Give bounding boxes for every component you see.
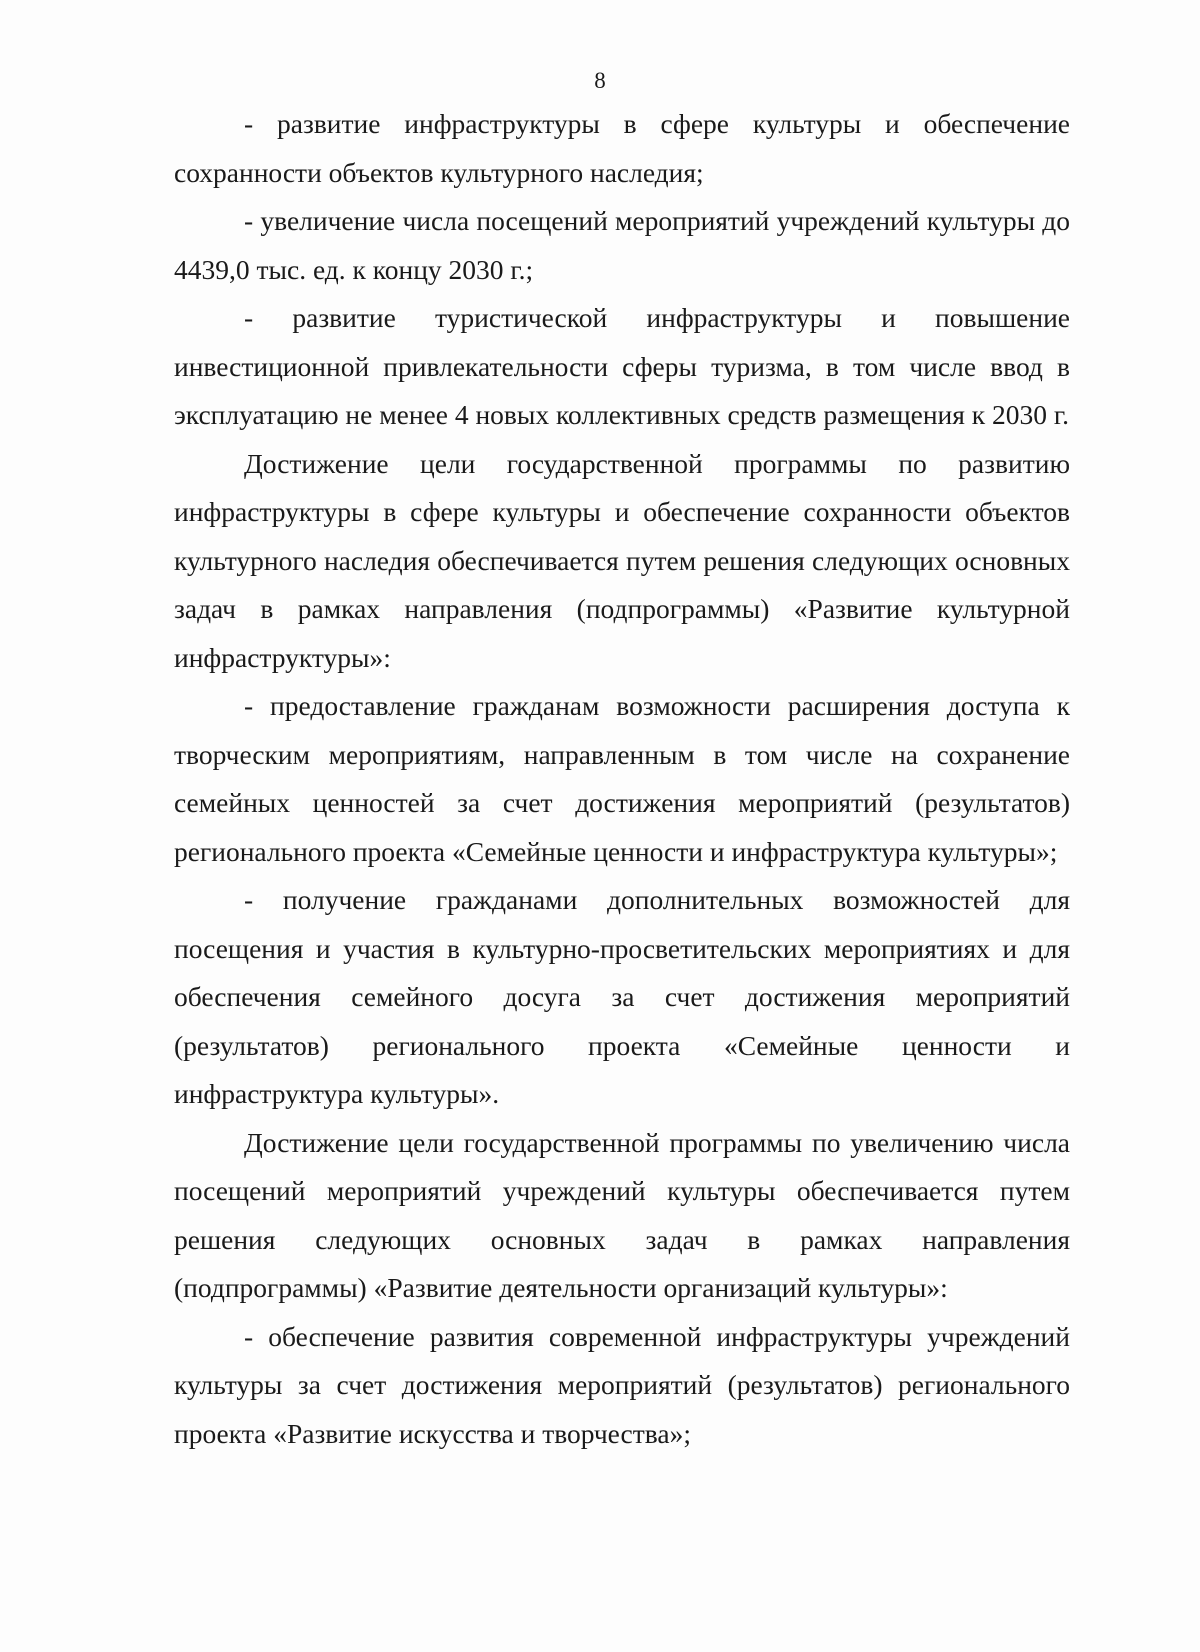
paragraph-bullet-visits-increase: - увеличение числа посещений мероприятий учреждений культуры до 4439,0 тыс. ед. к концу 2030 г.; [174,205,1070,285]
paragraph-bullet-tourism-infrastructure: - развитие туристической инфраструктуры и повышение инвестиционной привлекательности сферы туризма, в том числе ввод в эксплуатацию не менее 4 новых коллективных средств размещения к 2030 г. [174,302,1070,430]
paragraph-bullet-educational-events: - получение гражданами дополнительных возможностей для посещения и участия в культурно-просветительских мероприятиях и для обеспечения семейного досуга за счет достижения мероприятий (результатов) регионального проекта «Семейные ценности и инфраструктура культуры». [174,884,1070,1109]
paragraph-goal-culture-infrastructure: Достижение цели государственной программы по развитию инфраструктуры в сфере культуры и обеспечение сохранности объектов культурного наследия обеспечивается путем решения следующих основных задач в рамках направления (подпрограммы) «Развитие культурной инфраструктуры»: [174,447,1070,673]
paragraph-bullet-modern-infrastructure: - обеспечение развития современной инфраструктуры учреждений культуры за счет достижения мероприятий (результатов) регионального проекта «Развитие искусства и творчества»; [174,1320,1070,1449]
paragraph-bullet-culture-infrastructure: - развитие инфраструктуры в сфере культуры и обеспечение сохранности объектов культурного наследия; [174,108,1070,188]
page-number: 8 [594,68,606,93]
paragraph-goal-visits-increase: Достижение цели государственной программы по увеличению числа посещений мероприятий учреждений культуры обеспечивается путем решения следующих основных задач в рамках направления (подпрограммы) «Развитие деятельности организаций культуры»: [174,1126,1070,1303]
document-body [174,100,1070,1458]
paragraph-bullet-creative-events-access: - предоставление гражданам возможности расширения доступа к творческим мероприятиям, направленным в том числе на сохранение семейных ценностей за счет достижения мероприятий (результатов) регионального проекта «Семейные ценности и инфраструктура культуры»; [174,690,1070,867]
